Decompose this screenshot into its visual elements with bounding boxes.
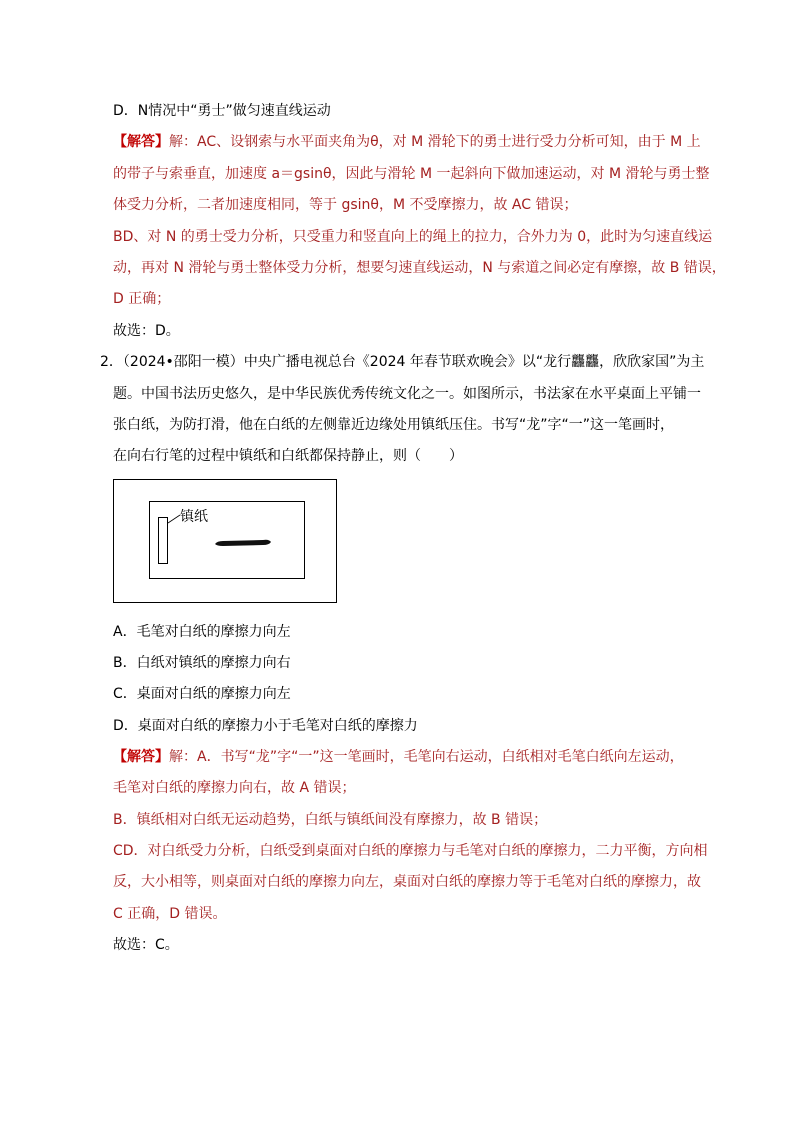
q2-answer-line-1 [113,747,684,767]
option-b: B．白纸对镇纸的摩擦力向右 [113,655,291,671]
stem-text: （2024•邵阳一模）中央广播电视总台《2024 年春节联欢晚会》以“龙行龘龘，欣欣家国”为主 [122,354,705,370]
question-stem-line-2: 题。中国书法历史悠久，是中华民族优秀传统文化之一。如图所示，书法家在水平桌面上平铺一 [113,386,701,402]
answer-tag: 【解答】 [113,134,169,150]
answer-line-2: 的带子与索垂直，加速度 a＝gsinθ，因此与滑轮 M 一起斜向下做加速运动，对 M 滑轮与勇士整 [113,166,710,182]
q2-answer-text: 解：A．书写“龙”字“一”这一笔画时，毛笔向右运动，白纸相对毛笔白纸向左运动， [169,749,684,765]
answer-line-5: 动，再对 N 滑轮与勇士整体受力分析，想要匀速直线运动，N 与索道之间必定有摩擦，故 B 错误， [113,260,726,276]
q2-answer-line-3: B．镇纸相对白纸无运动趋势，白纸与镇纸间没有摩擦力，故 B 错误； [113,812,548,828]
answer-line-6: D 正确； [113,291,171,307]
question-number: 2． [100,354,123,370]
paperweight [159,518,168,564]
choice-line: 故选：D。 [113,323,180,339]
option-d: D．桌面对白纸的摩擦力小于毛笔对白纸的摩擦力 [113,718,418,734]
option-c: C．桌面对白纸的摩擦力向左 [113,686,291,702]
answer-text: 解：AC、设钢索与水平面夹角为θ，对 M 滑轮下的勇士进行受力分析可知，由于 M 上 [169,134,701,150]
figure-desk-paper [113,479,337,603]
answer-line-4: BD、对 N 的勇士受力分析，只受重力和竖直向上的绳上的拉力，合外力为 0，此时为匀速直线运 [113,229,713,245]
q2-answer-line-5: 反，大小相等，则桌面对白纸的摩擦力向左，桌面对白纸的摩擦力等于毛笔对白纸的摩擦力，故 [113,874,701,890]
question-stem-line-4: 在向右行笔的过程中镇纸和白纸都保持静止，则（ ） [113,448,463,464]
q2-answer-line-2: 毛笔对白纸的摩擦力向右，故 A 错误； [113,780,356,796]
option-d-prev: D．N情况中“勇士”做匀速直线运动 [113,103,331,119]
paper-outline [150,502,305,579]
option-a: A．毛笔对白纸的摩擦力向左 [113,624,291,640]
q2-answer-line-4: CD．对白纸受力分析，白纸受到桌面对白纸的摩擦力与毛笔对白纸的摩擦力，二力平衡，方向相 [113,843,708,859]
q2-answer-tag: 【解答】 [113,749,169,765]
q2-choice-line: 故选：C。 [113,937,179,953]
paperweight-label: 镇纸 [180,509,208,525]
answer-line-1 [113,132,701,152]
question-stem-line-3: 张白纸，为防打滑，他在白纸的左侧靠近边缘处用镇纸压住。书写“龙”字“一”这一笔画时， [113,417,675,433]
question-stem-line-1 [100,352,704,372]
q2-answer-line-6: C 正确，D 错误。 [113,906,227,922]
answer-line-3: 体受力分析，二者加速度相同，等于 gsinθ，M 不受摩擦力，故 AC 错误； [113,197,578,213]
